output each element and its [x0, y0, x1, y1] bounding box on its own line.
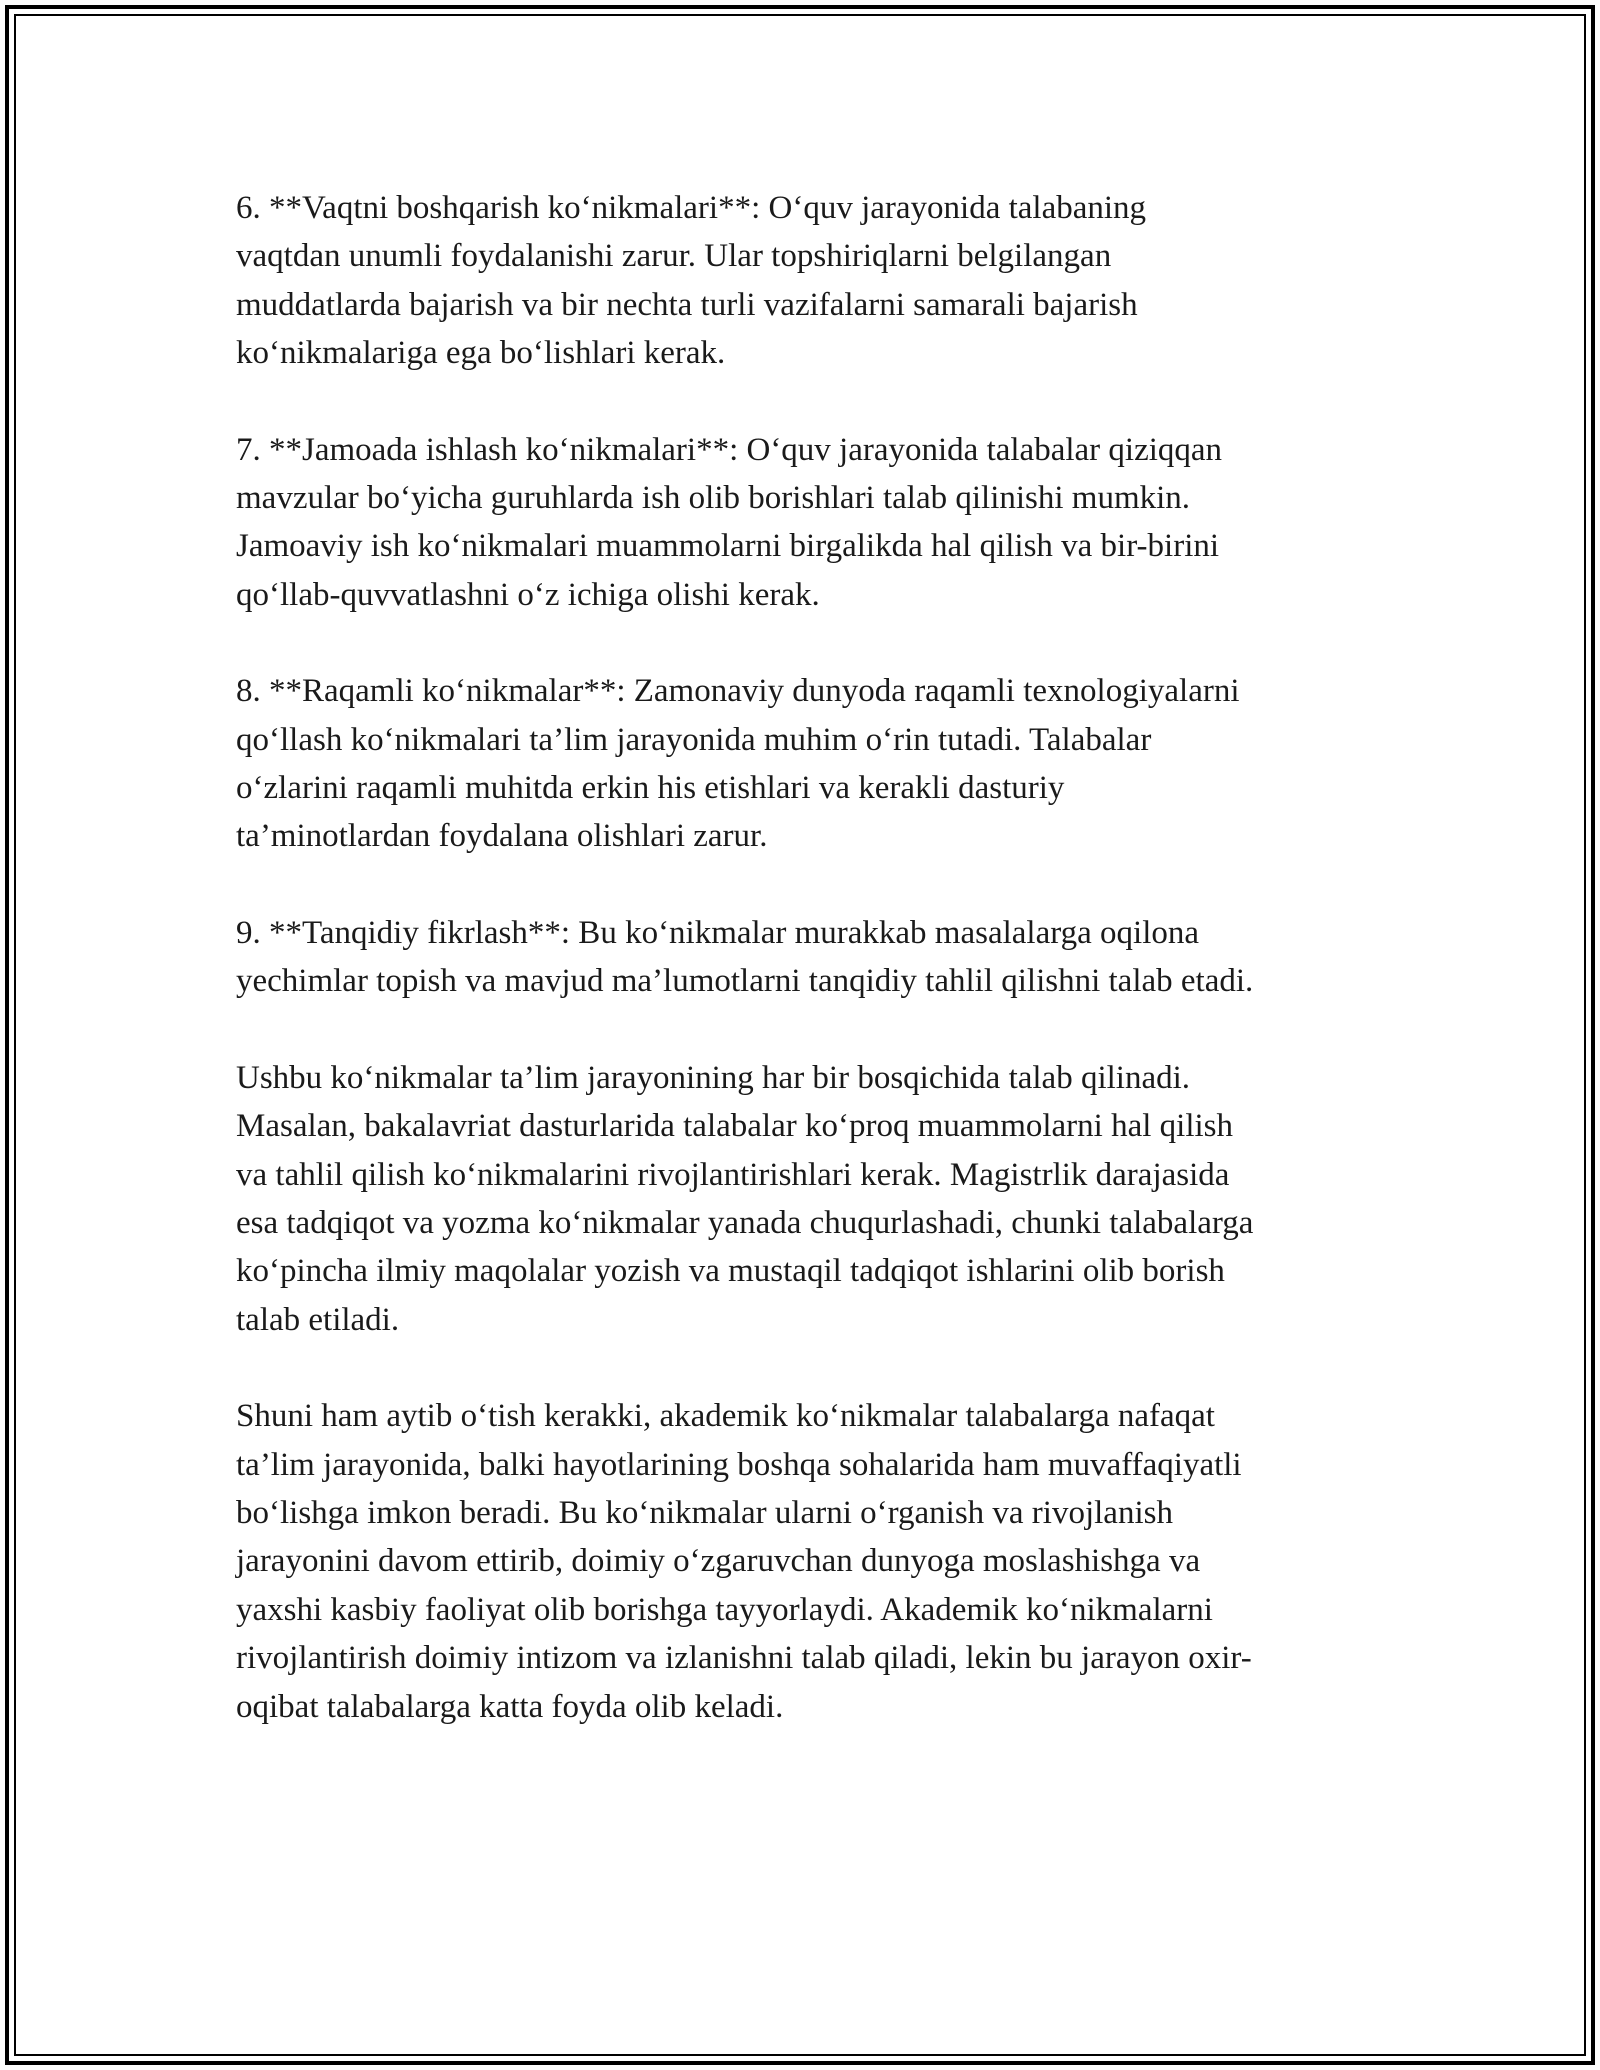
text-line: o‘zlarini raqamli muhitda erkin his etishlari va kerakli dasturiy [236, 770, 1065, 807]
text-line: Jamoaviy ish ko‘nikmalari muammolarni birgalikda hal qilish va bir-birini [236, 528, 1220, 565]
text-line: 9. **Tanqidiy fikrlash**: Bu ko‘nikmalar murakkab masalalarga oqilona [236, 914, 1200, 951]
text-line: ko‘pincha ilmiy maqolalar yozish va mustaqil tadqiqot ishlarini olib borish [236, 1253, 1225, 1290]
text-line: oqibat talabalarga katta foyda olib keladi. [236, 1688, 784, 1725]
text-line: va tahlil qilish ko‘nikmalarini rivojlantirishlari kerak. Magistrlik darajasida [236, 1156, 1230, 1193]
text-line: Shuni ham aytib o‘tish kerakki, akademik ko‘nikmalar talabalarga nafaqat [236, 1398, 1215, 1435]
paragraph-item-9 [236, 909, 1376, 1006]
text-line: ta’lim jarayonida, balki hayotlarining boshqa sohalarida ham muvaffaqiyatli [236, 1446, 1242, 1483]
text-line: vaqtdan unumli foydalanishi zarur. Ular topshiriqlarni belgilangan [236, 238, 1112, 275]
text-line: yaxshi kasbiy faoliyat olib borishga tayyorlaydi. Akademik ko‘nikmalarni [236, 1591, 1213, 1628]
text-line: ko‘nikmalariga ega bo‘lishlari kerak. [236, 335, 726, 372]
text-line: qo‘llab-quvvatlashni o‘z ichiga olishi kerak. [236, 576, 820, 613]
text-line: mavzular bo‘yicha guruhlarda ish olib borishlari talab qilinishi mumkin. [236, 480, 1191, 517]
text-line: qo‘llash ko‘nikmalari ta’lim jarayonida muhim o‘rin tutadi. Talabalar [236, 721, 1152, 758]
text-line: Ushbu ko‘nikmalar ta’lim jarayonining har bir bosqichida talab qilinadi. [236, 1059, 1191, 1096]
paragraph-summary-1 [236, 1054, 1376, 1344]
text-line: 7. **Jamoada ishlash ko‘nikmalari**: O‘quv jarayonida talabalar qiziqqan [236, 431, 1223, 468]
text-line: 8. **Raqamli ko‘nikmalar**: Zamonaviy dunyoda raqamli texnologiyalarni [236, 673, 1240, 710]
text-line: ta’minotlardan foydalana olishlari zarur. [236, 818, 768, 855]
text-line: muddatlarda bajarish va bir nechta turli vazifalarni samarali bajarish [236, 286, 1138, 323]
paragraph-item-8 [236, 667, 1376, 861]
text-line: yechimlar topish va mavjud ma’lumotlarni tanqidiy tahlil qilishni talab etadi. [236, 963, 1254, 1000]
text-line: 6. **Vaqtni boshqarish ko‘nikmalari**: O‘quv jarayonida talabaning [236, 190, 1147, 226]
paragraph-item-7 [236, 426, 1376, 620]
text-line: Masalan, bakalavriat dasturlarida talabalar ko‘proq muammolarni hal qilish [236, 1108, 1233, 1145]
paragraph-summary-2 [236, 1392, 1376, 1731]
text-line: jarayonini davom ettirib, doimiy o‘zgaruvchan dunyoga moslashishga va [236, 1543, 1201, 1580]
document-body [236, 184, 1376, 1779]
text-line: rivojlantirish doimiy intizom va izlanishni talab qiladi, lekin bu jarayon oxir- [236, 1640, 1252, 1677]
text-line: talab etiladi. [236, 1301, 400, 1338]
text-line: bo‘lishga imkon beradi. Bu ko‘nikmalar ularni o‘rganish va rivojlanish [236, 1494, 1173, 1531]
text-line: esa tadqiqot va yozma ko‘nikmalar yanada chuqurlashadi, chunki talabalarga [236, 1204, 1254, 1241]
paragraph-item-6 [236, 184, 1376, 378]
